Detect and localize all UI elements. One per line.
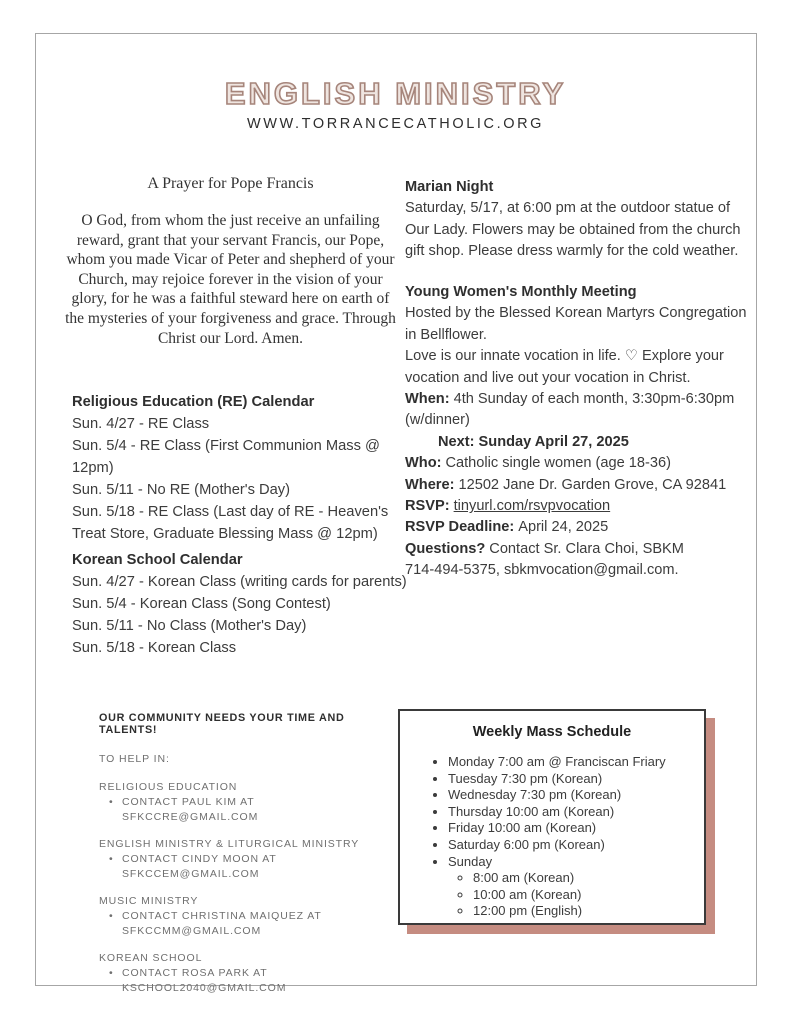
prayer-section <box>63 175 398 348</box>
volunteer-headline: OUR COMMUNITY NEEDS YOUR TIME AND TALENTS! <box>99 712 345 736</box>
sunday-mass-sublist <box>448 870 692 920</box>
volunteer-group-name: ENGLISH MINISTRY & LITURGICAL MINISTRY <box>99 838 360 850</box>
who-line <box>405 453 757 474</box>
volunteer-group <box>99 780 381 825</box>
mass-item: • Wednesday 7:30 pm (Korean) <box>448 787 692 804</box>
when-label: When: <box>405 391 450 408</box>
volunteer-group-name: KOREAN SCHOOL <box>99 952 203 964</box>
young-women-section <box>405 282 757 582</box>
young-women-heading: Young Women's Monthly Meeting <box>405 284 637 300</box>
volunteer-group <box>99 894 381 939</box>
korean-calendar-item: Sun. 5/4 - Korean Class (Song Contest) <box>72 596 331 612</box>
where-value: 12502 Jane Dr. Garden Grove, CA 92841 <box>458 476 727 493</box>
sunday-label: Sunday <box>448 853 493 869</box>
prayer-body: O God, from whom the just receive an unfailing reward, grant that your servant Francis, our Pope, whom you made Vicar of Peter and shepherd of your Church, may rejoice forever in the vision of your glory, for he was a faithful steward here on earth of the mysteries of your forgiveness and grace. Through Christ our Lord. Amen. <box>65 212 396 347</box>
where-line <box>405 475 757 496</box>
marian-night-body: Saturday, 5/17, at 6:00 pm at the outdoor statue of Our Lady. Flowers may be obtained from the church gift shop. Please dress warmly for the cold weather. <box>405 200 741 260</box>
rsvp-label: RSVP: <box>405 498 450 515</box>
mass-item: • Thursday 10:00 am (Korean) <box>448 804 692 821</box>
rsvp-link[interactable]: tinyurl.com/rsvpvocation <box>453 498 611 515</box>
volunteer-group-name: MUSIC MINISTRY <box>99 895 199 907</box>
re-calendar-item: Sun. 5/18 - RE Class (Last day of RE - Heaven's Treat Store, Graduate Blessing Mass @ 12pm) <box>72 504 389 542</box>
korean-calendar-item: Sun. 4/27 - Korean Class (writing cards for parents) <box>72 574 407 590</box>
mass-schedule-heading: Weekly Mass Schedule <box>472 724 632 740</box>
volunteer-contact: • CONTACT PAUL KIM AT SFKCCRE@GMAIL.COM <box>99 795 381 825</box>
volunteer-subhead: TO HELP IN: <box>99 753 170 765</box>
volunteer-contact: • CONTACT CHRISTINA MAIQUEZ AT <box>99 909 381 924</box>
sunday-mass-item: ◦ 10:00 am (Korean) <box>473 887 692 904</box>
re-calendar-section <box>72 391 405 545</box>
mass-item: • Friday 10:00 am (Korean) <box>448 820 692 837</box>
mass-item: • Monday 7:00 am @ Franciscan Friary <box>448 754 692 771</box>
marian-night-section <box>405 177 757 263</box>
marian-night-heading: Marian Night <box>405 179 494 195</box>
when-line <box>405 389 757 432</box>
volunteer-group-name: RELIGIOUS EDUCATION <box>99 781 238 793</box>
young-women-hosted: Hosted by the Blessed Korean Martyrs Congregation in Bellflower. <box>405 305 747 343</box>
volunteer-contact: • CONTACT CINDY MOON AT SFKCCEM@GMAIL.COM <box>99 852 381 882</box>
questions-label: Questions? <box>405 540 486 557</box>
who-label: Who: <box>405 455 442 472</box>
young-women-tagline: Love is our innate vocation in life. ♡ Explore your vocation and live out your vocation in Christ. <box>405 348 724 386</box>
questions-value: Contact Sr. Clara Choi, SBKM <box>489 540 684 557</box>
volunteer-contact: • CONTACT ROSA PARK AT <box>99 966 381 981</box>
next-meeting-line: Next: Sunday April 27, 2025 <box>438 433 629 450</box>
korean-calendar-item: Sun. 5/11 - No Class (Mother's Day) <box>72 618 307 634</box>
when-value: 4th Sunday of each month, 3:30pm-6:30pm (w/dinner) <box>405 391 735 429</box>
rsvp-deadline-line <box>405 517 757 538</box>
volunteer-group <box>99 837 381 882</box>
rsvp-deadline-label: RSVP Deadline: <box>405 519 515 536</box>
prayer-title: A Prayer for Pope Francis <box>147 175 314 192</box>
korean-calendar-heading: Korean School Calendar <box>72 552 243 568</box>
questions-line <box>405 539 757 560</box>
mass-schedule-list <box>412 754 692 920</box>
page-title: ENGLISH MINISTRY <box>224 76 567 111</box>
mass-schedule-box <box>398 709 706 925</box>
rsvp-line <box>405 496 757 517</box>
volunteer-group <box>99 951 381 996</box>
korean-calendar-section <box>72 549 434 659</box>
volunteer-contact-email: KSCHOOL2040@GMAIL.COM <box>122 982 287 994</box>
re-calendar-item: Sun. 5/4 - RE Class (First Communion Mass @ 12pm) <box>72 438 380 476</box>
who-value: Catholic single women (age 18-36) <box>445 455 671 472</box>
contact-phone-email: 714-494-5375, sbkmvocation@gmail.com. <box>405 562 679 579</box>
where-label: Where: <box>405 476 455 493</box>
sunday-mass-item: ◦ 8:00 am (Korean) <box>473 870 692 887</box>
mass-item: • Saturday 6:00 pm (Korean) <box>448 837 692 854</box>
volunteer-section <box>99 712 381 1008</box>
rsvp-deadline-value: April 24, 2025 <box>518 519 609 536</box>
site-url: WWW.TORRANCECATHOLIC.ORG <box>246 116 545 132</box>
mass-item: • Tuesday 7:30 pm (Korean) <box>448 771 692 788</box>
mass-item-sunday <box>448 854 692 920</box>
re-calendar-item: Sun. 5/11 - No RE (Mother's Day) <box>72 482 291 498</box>
volunteer-contact-email: SFKCCMM@GMAIL.COM <box>122 925 262 937</box>
sunday-mass-item: ◦ 12:00 pm (English) <box>473 903 692 920</box>
korean-calendar-item: Sun. 5/18 - Korean Class <box>72 640 237 656</box>
header <box>0 76 791 132</box>
re-calendar-item: Sun. 4/27 - RE Class <box>72 416 210 432</box>
re-calendar-heading: Religious Education (RE) Calendar <box>72 394 315 410</box>
